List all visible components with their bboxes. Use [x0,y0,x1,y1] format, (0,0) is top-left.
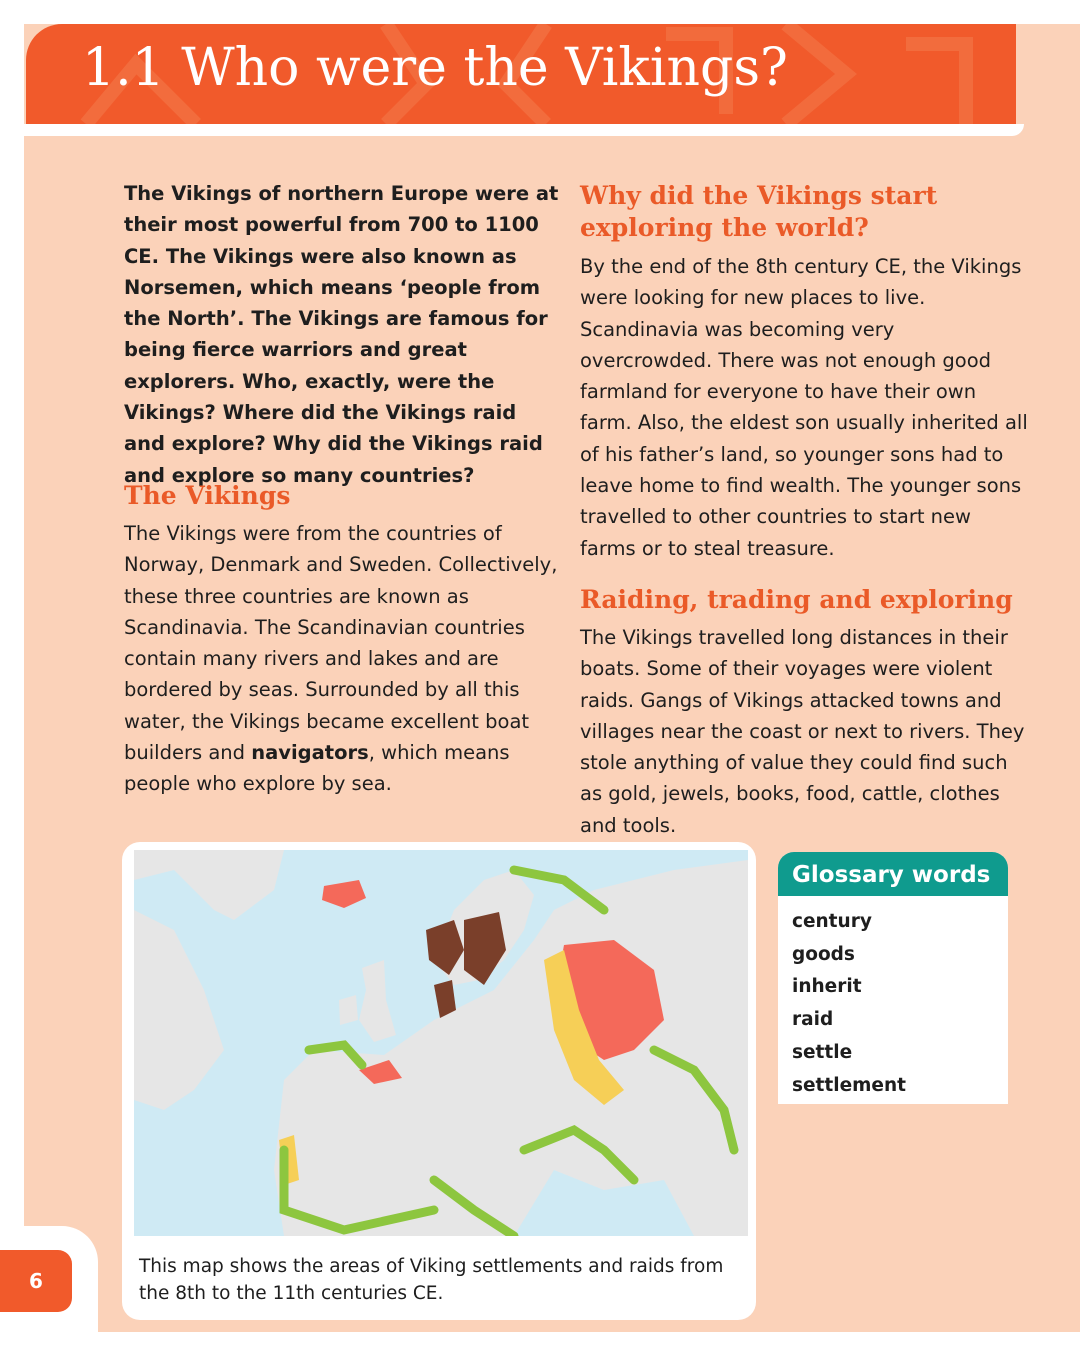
why-text: By the end of the 8th century CE, the Vikings were looking for new places to live. Scandinavia was becoming very overcrowded. There was not enough good farmland for everyone to have their own farm. Also, the eldest son usually inherited all of his father’s land, so younger sons had to leave home to find wealth. The younger sons travelled to other countries to start new farms or to steal treasure. [580,255,1028,560]
glossary-box [778,852,1008,1104]
map-caption: This map shows the areas of Viking settlements and raids from the 8th to the 11th centuries CE. [139,1256,724,1304]
intro-text: The Vikings of northern Europe were at their most powerful from 700 to 1100 CE. The Vikings were also known as Norsemen, which means ‘people from the North’. The Vikings are famous for being fierce warriors and great explorers. Who, exactly, were the Vikings? Where did the Vikings raid and explore? Why did the Vikings raid and explore so many countries? [124,182,559,487]
glossary-term-navigators: navigators [251,741,369,765]
raiding-heading: Raiding, trading and exploring [580,585,1013,614]
raiding-text: The Vikings travelled long distances in their boats. Some of their voyages were violent raids. Gangs of Vikings attacked towns and villages near the coast or next to rivers. They stole anything of value they could find such as gold, jewels, books, food, cattle, clothes and tools. [580,626,1025,837]
glossary-word: raid [792,1009,834,1031]
header-divider [24,124,1024,136]
vikings-text-after: , which means people who explore by sea. [124,741,510,796]
why-heading: Why did the Vikings start exploring the world? [580,181,938,242]
glossary-word: settlement [792,1074,906,1096]
map-illustration [134,850,748,1236]
page-title: 1.1 Who were the Vikings? [82,38,788,98]
raiding-paragraph [580,622,1030,841]
vikings-paragraph [124,518,564,800]
glossary-word: century [792,911,872,932]
map-ireland [339,995,358,1025]
intro-paragraph [124,178,564,491]
glossary-list [778,896,1008,1102]
vikings-heading: The Vikings [124,481,291,510]
page-number: 6 [0,1250,72,1312]
glossary-word: goods [792,943,855,965]
glossary-title: Glossary words [778,852,1008,896]
viking-map [134,850,748,1236]
vikings-text-before: The Vikings were from the countries of Norway, Denmark and Sweden. Collectively, these three countries are known as Scandinavia. The Scandinavian countries contain many rivers and lakes and are bordered by seas. Surrounded by all this water, the Vikings became excellent boat builders and [124,522,558,765]
why-paragraph [580,251,1030,564]
header-corner [1016,24,1080,136]
glossary-word: settle [792,1041,853,1063]
glossary-word: inherit [792,976,862,998]
